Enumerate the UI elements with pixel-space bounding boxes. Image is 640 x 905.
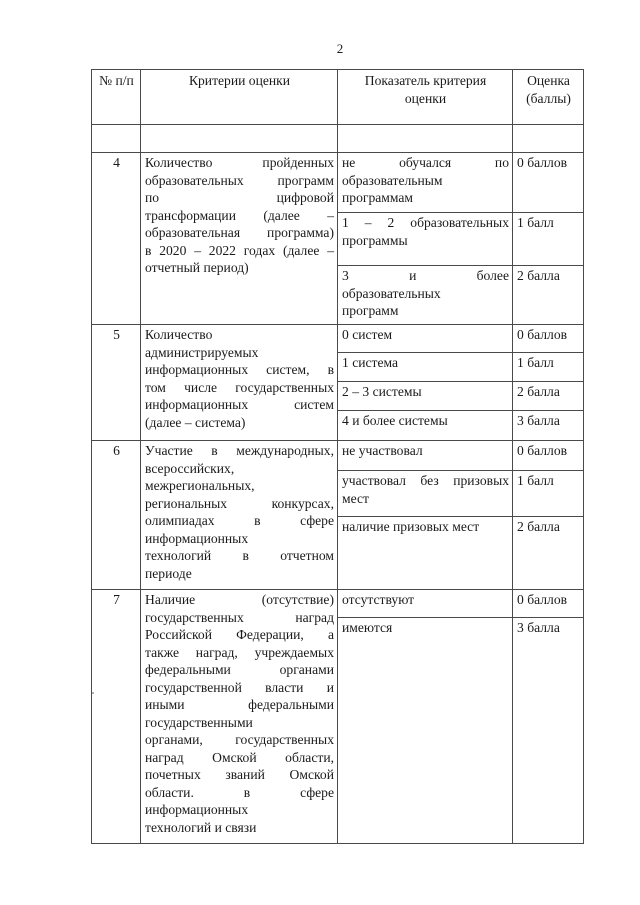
indicator-cell	[338, 266, 513, 325]
indicator-line: участвовал без призовых	[342, 473, 509, 488]
indicator-line: 0 систем	[342, 327, 393, 342]
indicator-line: 4 и более системы	[342, 413, 448, 428]
criterion-line: области. в сфере	[145, 784, 334, 800]
criterion-line: периоде	[145, 565, 192, 581]
criterion-line: федеральными органами	[145, 662, 334, 677]
indicator-cell	[338, 618, 513, 844]
indicator-cell	[338, 441, 513, 471]
indicator-cell	[338, 325, 513, 353]
indicator-line: мест	[342, 490, 369, 506]
criterion-line: в 2020 – 2022 годах (далее –	[145, 242, 334, 258]
criterion-line: олимпиадах в сфере	[145, 513, 334, 528]
score-cell: 2 балла	[513, 266, 584, 325]
indicator-line: не участвовал	[342, 443, 423, 458]
indicator-cell	[338, 517, 513, 590]
criterion-line: образовательная программа)	[145, 225, 334, 240]
indicator-line: не обучался по	[342, 155, 509, 170]
criterion-cell	[141, 153, 338, 325]
criterion-line: всероссийских,	[145, 460, 235, 476]
row-number: 7	[92, 590, 141, 844]
criterion-line: том числе государственных	[145, 379, 334, 395]
criterion-line: Наличие (отсутствие)	[145, 592, 334, 607]
indicator-cell	[338, 382, 513, 411]
row-number: 6	[92, 441, 141, 590]
criterion-line: иными федеральными	[145, 697, 334, 712]
score-cell: 3 балла	[513, 618, 584, 844]
indicator-line: 2 – 3 системы	[342, 384, 422, 399]
indicator-line: программ	[342, 303, 399, 318]
criterion-line: государственными	[145, 714, 253, 730]
criterion-line: технологий в отчетном	[145, 548, 334, 563]
row-number: 5	[92, 325, 141, 441]
criterion-cell	[141, 441, 338, 590]
score-cell: 0 баллов	[513, 325, 584, 353]
criterion-line: наград Омской области,	[145, 749, 334, 765]
criterion-line: Количество	[145, 327, 213, 342]
indicator-line: имеются	[342, 620, 393, 635]
criterion-line: по цифровой	[145, 190, 334, 205]
indicator-line: программы	[342, 232, 408, 248]
score-cell: 1 балл	[513, 213, 584, 266]
criteria-table	[91, 69, 584, 844]
header-indicator: Показатель критерия оценки	[338, 70, 513, 125]
header-criterion: Критерии оценки	[141, 70, 338, 125]
indicator-line: образовательных	[342, 285, 441, 301]
indicator-line: 1 – 2 образовательных	[342, 215, 509, 230]
criterion-line: администрируемых	[145, 344, 259, 360]
indicator-line: 1 система	[342, 355, 399, 370]
table-row	[92, 153, 584, 213]
table-row	[92, 325, 584, 353]
table-header-row	[92, 70, 584, 125]
indicator-cell	[338, 353, 513, 382]
criterion-line: Участие в международных,	[145, 443, 334, 458]
header-score: Оценка (баллы)	[513, 70, 584, 125]
criterion-line: государственной власти и	[145, 679, 334, 695]
criterion-line: информационных систем	[145, 397, 334, 412]
indicator-line: наличие призовых мест	[342, 519, 480, 534]
criterion-line: информационных систем, в	[145, 362, 334, 377]
empty-spacer-row	[92, 125, 584, 153]
criterion-line: трансформации (далее –	[145, 207, 334, 223]
indicator-line: образовательным	[342, 172, 443, 188]
indicator-cell	[338, 590, 513, 618]
criterion-line: технологий и связи	[145, 819, 257, 835]
score-cell: 0 баллов	[513, 441, 584, 471]
table-row	[92, 590, 584, 618]
score-cell: 0 баллов	[513, 153, 584, 213]
criterion-line: межрегиональных,	[145, 478, 255, 493]
indicator-cell	[338, 471, 513, 517]
indicator-line: отсутствуют	[342, 592, 415, 607]
criterion-line: государственных наград	[145, 609, 334, 625]
header-number: № п/п	[92, 70, 141, 125]
row-number: 4	[92, 153, 141, 325]
criterion-line: информационных	[145, 530, 249, 546]
score-cell: 0 баллов	[513, 590, 584, 618]
criterion-line: органами, государственных	[145, 732, 334, 747]
indicator-cell	[338, 153, 513, 213]
score-cell: 1 балл	[513, 471, 584, 517]
table-row	[92, 441, 584, 471]
score-cell: 2 балла	[513, 382, 584, 411]
criterion-line: также наград, учреждаемых	[145, 644, 334, 660]
score-cell: 2 балла	[513, 517, 584, 590]
score-cell: 1 балл	[513, 353, 584, 382]
criterion-line: Количество пройденных	[145, 155, 334, 170]
criterion-line: (далее – система)	[145, 414, 246, 430]
criterion-line: Российской Федерации, а	[145, 627, 334, 642]
scan-speck	[92, 692, 94, 694]
criterion-cell	[141, 325, 338, 441]
criterion-line: региональных конкурсах,	[145, 495, 334, 511]
criterion-line: образовательных программ	[145, 172, 334, 188]
criterion-line: информационных	[145, 802, 249, 817]
criterion-line: почетных званий Омской	[145, 767, 334, 782]
indicator-cell	[338, 213, 513, 266]
page-number: 2	[336, 41, 344, 56]
score-cell: 3 балла	[513, 411, 584, 441]
indicator-line: программам	[342, 190, 414, 205]
criterion-line: отчетный период)	[145, 260, 249, 275]
indicator-line: 3 и более	[342, 268, 509, 283]
indicator-cell	[338, 411, 513, 441]
criterion-cell	[141, 590, 338, 844]
